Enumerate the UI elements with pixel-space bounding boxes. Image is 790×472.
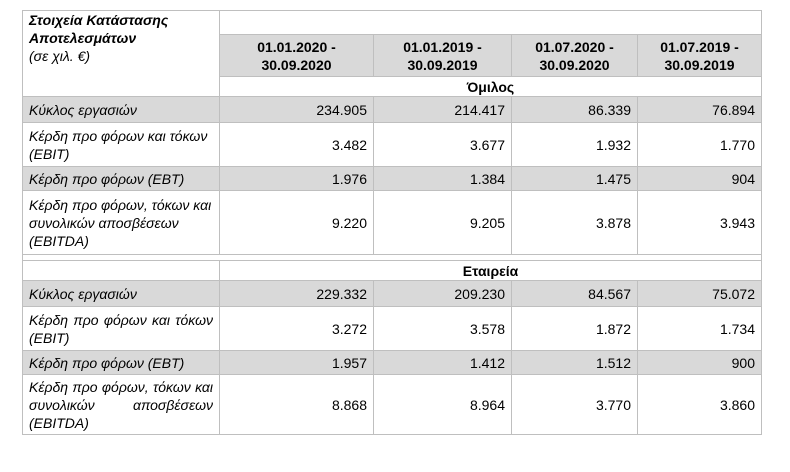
- table-row: [23, 191, 762, 255]
- table-cell: 8.964: [374, 375, 512, 435]
- column-header-1: 01.01.2020 - 30.09.2020: [220, 35, 374, 77]
- row-label: Κέρδη προ φόρων και τόκων (EBIT): [23, 123, 220, 167]
- table-cell: 3.482: [220, 123, 374, 167]
- table-title-line2: Αποτελεσμάτων: [29, 30, 137, 46]
- table-cell: 214.417: [374, 97, 512, 123]
- row-label: Κέρδη προ φόρων και τόκων (EBIT): [23, 307, 220, 351]
- column-header-2: 01.01.2019 - 30.09.2019: [374, 35, 512, 77]
- header-blank-cell: [220, 11, 762, 35]
- table-cell: 9.205: [374, 191, 512, 255]
- table-cell: 1.384: [374, 167, 512, 191]
- table-cell: 1.957: [220, 351, 374, 375]
- table-cell: 3.578: [374, 307, 512, 351]
- table-cell: 1.770: [638, 123, 762, 167]
- row-label: Κέρδη προ φόρων (EBT): [23, 167, 220, 191]
- row-label: Κέρδη προ φόρων (EBT): [23, 351, 220, 375]
- table-unit: (σε χιλ. €): [29, 48, 91, 64]
- table-row: [23, 307, 762, 351]
- table-cell: 900: [638, 351, 762, 375]
- table-cell: 86.339: [512, 97, 638, 123]
- table-cell: 3.272: [220, 307, 374, 351]
- table-cell: 1.872: [512, 307, 638, 351]
- table-cell: 3.943: [638, 191, 762, 255]
- table-row: [23, 375, 762, 435]
- table-cell: 9.220: [220, 191, 374, 255]
- table-row: [23, 97, 762, 123]
- table-cell: 1.475: [512, 167, 638, 191]
- table-title-line1: Στοιχεία Κατάστασης: [29, 12, 169, 28]
- table-cell: 1.976: [220, 167, 374, 191]
- table-cell: 76.894: [638, 97, 762, 123]
- table-row: [23, 351, 762, 375]
- row-label: Κύκλος εργασιών: [23, 97, 220, 123]
- table-cell: 8.868: [220, 375, 374, 435]
- table-cell: 3.677: [374, 123, 512, 167]
- row-label: Κύκλος εργασιών: [23, 281, 220, 307]
- table-cell: 3.770: [512, 375, 638, 435]
- table-cell: 1.412: [374, 351, 512, 375]
- section-header-company: Εταιρεία: [220, 261, 762, 281]
- section-header-group: Όμιλος: [220, 77, 762, 97]
- table-cell: 229.332: [220, 281, 374, 307]
- column-header-4: 01.07.2019 - 30.09.2019: [638, 35, 762, 77]
- column-header-3: 01.07.2020 - 30.09.2020: [512, 35, 638, 77]
- table-title-cell: [23, 11, 220, 97]
- row-label: Κέρδη προ φόρων, τόκων και συνολικών αποσβέσεων (EBITDA): [23, 191, 220, 255]
- table-cell: 904: [638, 167, 762, 191]
- table-cell: 75.072: [638, 281, 762, 307]
- section-label-blank: [23, 261, 220, 281]
- table-cell: 1.932: [512, 123, 638, 167]
- table-cell: 84.567: [512, 281, 638, 307]
- table-cell: 209.230: [374, 281, 512, 307]
- table-row: [23, 281, 762, 307]
- table-cell: 3.878: [512, 191, 638, 255]
- table-cell: 234.905: [220, 97, 374, 123]
- row-label: Κέρδη προ φόρων, τόκων και συνολικών αποσβέσεων (EBITDA): [23, 375, 220, 435]
- table-row: [23, 167, 762, 191]
- table-cell: 1.734: [638, 307, 762, 351]
- table-cell: 3.860: [638, 375, 762, 435]
- table-cell: 1.512: [512, 351, 638, 375]
- financial-results-table: [22, 10, 762, 435]
- table-row: [23, 123, 762, 167]
